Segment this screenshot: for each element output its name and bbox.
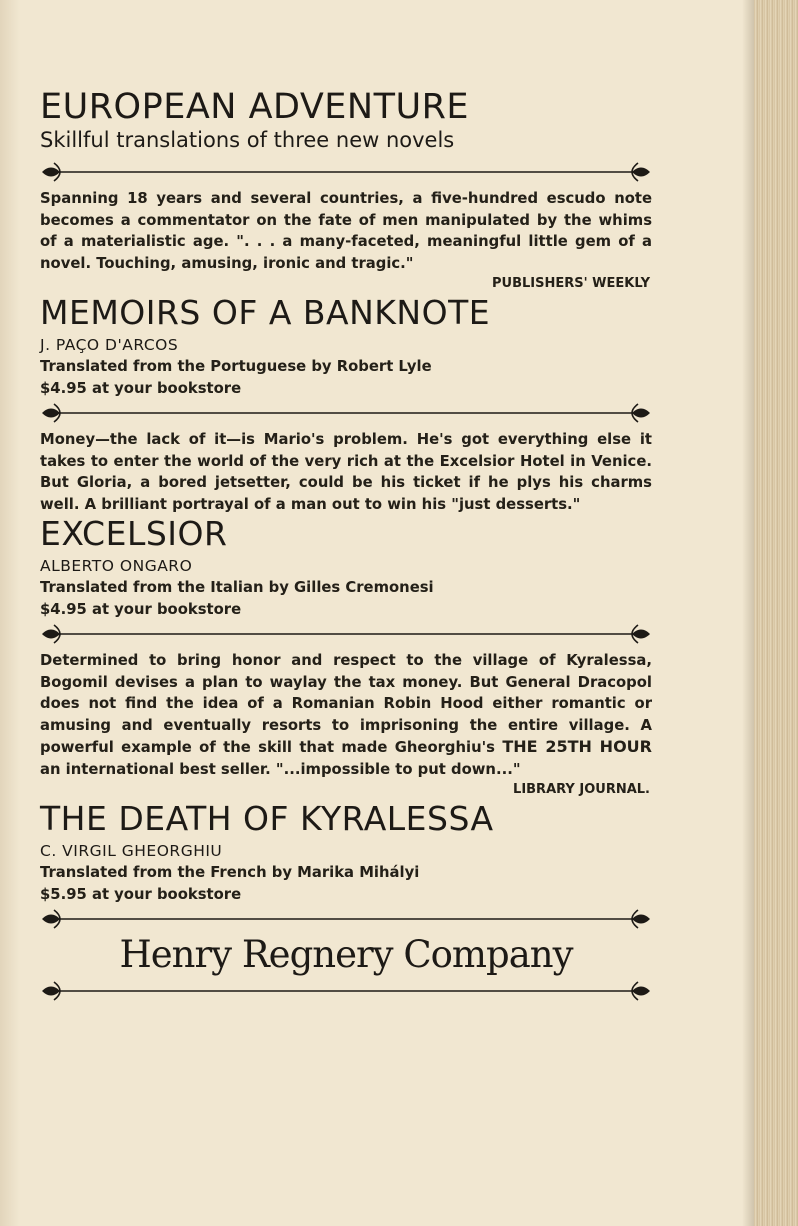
- review-credit: LIBRARY JOURNAL.: [513, 782, 650, 797]
- book-author: ALBERTO ONGARO: [40, 557, 193, 575]
- book-price: $5.95 at your bookstore: [40, 885, 242, 903]
- advertisement: [40, 88, 652, 1005]
- referenced-title: THE 25TH HOUR: [502, 737, 652, 756]
- blurb-text-end: an international best seller. "...impossible to put down...": [40, 760, 521, 778]
- page-gutter-shadow: [0, 0, 20, 1226]
- page-edge: [754, 0, 798, 1226]
- book-blurb: Spanning 18 years and several countries, a five-hundred escudo note becomes a commentator on the fate of men manipulated by the whims of a materialistic age. ". . . a many-faceted, meaningful little gem of a novel. Touching, amusing, ironic and tragic.": [40, 190, 652, 272]
- ornamental-rule-5: [40, 979, 652, 1003]
- book-blurb: [40, 650, 652, 780]
- page-edge-shadow: [742, 0, 754, 1226]
- publisher-name: Henry Regnery Company: [119, 933, 573, 976]
- book-entry-banknote: [40, 188, 652, 399]
- ornamental-rule-3: [40, 622, 652, 646]
- book-author: J. PAÇO D'ARCOS: [40, 336, 179, 354]
- book-price: $4.95 at your bookstore: [40, 379, 242, 397]
- book-title: THE DEATH OF KYRALESSA: [40, 799, 494, 838]
- book-translator: Translated from the French by Marika Mihályi: [40, 864, 420, 881]
- blurb-text-start: Determined to bring honor and respect to the village of Kyralessa, Bogomil devises a plan to waylay the tax money. But General Dracopol does not find the idea of a Romanian Robin Hood either romantic or amusing and eventually resorts to imprisoning the entire village. A powerful example of the skill that made Gheorghiu's: [40, 652, 652, 756]
- ornamental-rule-2: [40, 401, 652, 425]
- book-entry-kyralessa: [40, 650, 652, 905]
- ornamental-rule-1: [40, 160, 652, 184]
- book-blurb: Money—the lack of it—is Mario's problem. He's got everything else it takes to enter the world of the very rich at the Excelsior Hotel in Venice. But Gloria, a bored jetsetter, could be his ticket if he plys his charms well. A brilliant portrayal of a man out to win his "just desserts.": [40, 431, 652, 513]
- book-title: MEMOIRS OF A BANKNOTE: [40, 293, 491, 332]
- book-entry-excelsior: [40, 429, 652, 620]
- ad-headline: EUROPEAN ADVENTURE: [40, 87, 470, 127]
- ornamental-rule-4: [40, 907, 652, 931]
- book-title: EXCELSIOR: [40, 514, 228, 553]
- book-price: $4.95 at your bookstore: [40, 600, 242, 618]
- book-translator: Translated from the Portuguese by Robert Lyle: [40, 358, 432, 375]
- ad-subheadline: Skillful translations of three new novels: [40, 128, 455, 152]
- book-author: C. VIRGIL GHEORGHIU: [40, 842, 223, 860]
- book-translator: Translated from the Italian by Gilles Cremonesi: [40, 579, 434, 596]
- review-credit: PUBLISHERS' WEEKLY: [492, 276, 650, 291]
